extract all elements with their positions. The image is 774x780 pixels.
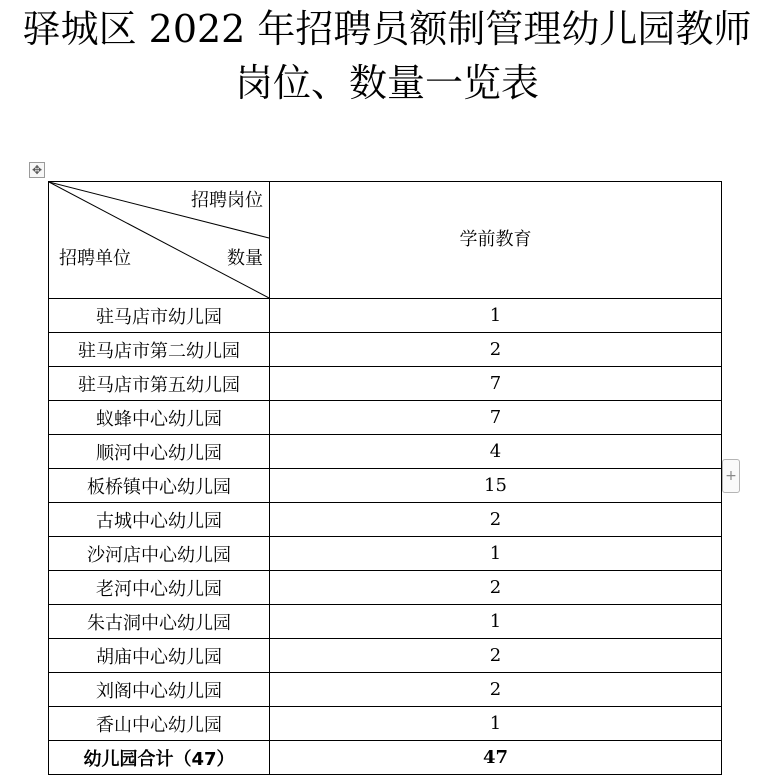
table-row [49, 299, 722, 333]
count-cell[interactable]: 7 [270, 367, 722, 401]
table-row [49, 571, 722, 605]
count-cell[interactable]: 2 [270, 639, 722, 673]
unit-cell[interactable]: 蚁蜂中心幼儿园 [49, 401, 270, 435]
table-row [49, 639, 722, 673]
table-row [49, 401, 722, 435]
recruitment-table [48, 181, 722, 775]
count-cell[interactable]: 2 [270, 503, 722, 537]
header-subject-label: 学前教育 [459, 229, 532, 250]
count-cell[interactable]: 1 [270, 707, 722, 741]
table-row [49, 367, 722, 401]
header-count-label: 数量 [227, 248, 263, 269]
total-row [49, 741, 722, 775]
count-cell[interactable]: 15 [270, 469, 722, 503]
unit-cell[interactable]: 古城中心幼儿园 [49, 503, 270, 537]
count-cell[interactable]: 1 [270, 299, 722, 333]
diagonal-header-cell[interactable] [49, 182, 270, 299]
table-row [49, 537, 722, 571]
table-row [49, 469, 722, 503]
table-row [49, 503, 722, 537]
document-title-line1: 驿城区 2022 年招聘员额制管理幼儿园教师 [22, 7, 752, 51]
table-row [49, 707, 722, 741]
document-title-line2: 岗位、数量一览表 [234, 61, 539, 105]
count-cell[interactable]: 2 [270, 333, 722, 367]
header-unit-label: 招聘单位 [59, 248, 131, 269]
header-subject-cell[interactable] [270, 182, 722, 299]
unit-cell[interactable]: 老河中心幼儿园 [49, 571, 270, 605]
plus-icon[interactable]: + [722, 459, 740, 493]
total-count-cell[interactable]: 47 [270, 741, 722, 775]
unit-cell[interactable]: 顺河中心幼儿园 [49, 435, 270, 469]
unit-cell[interactable]: 刘阁中心幼儿园 [49, 673, 270, 707]
table-row [49, 605, 722, 639]
unit-cell[interactable]: 驻马店市第二幼儿园 [49, 333, 270, 367]
unit-cell[interactable]: 板桥镇中心幼儿园 [49, 469, 270, 503]
count-cell[interactable]: 2 [270, 673, 722, 707]
unit-cell[interactable]: 朱古洞中心幼儿园 [49, 605, 270, 639]
count-cell[interactable]: 1 [270, 605, 722, 639]
count-cell[interactable]: 1 [270, 537, 722, 571]
count-cell[interactable]: 2 [270, 571, 722, 605]
table-row [49, 673, 722, 707]
table-row [49, 435, 722, 469]
unit-cell[interactable]: 驻马店市第五幼儿园 [49, 367, 270, 401]
header-post-label: 招聘岗位 [191, 190, 263, 211]
table-row [49, 333, 722, 367]
move-icon[interactable]: ✥ [29, 162, 45, 178]
unit-cell[interactable]: 香山中心幼儿园 [49, 707, 270, 741]
unit-cell[interactable]: 胡庙中心幼儿园 [49, 639, 270, 673]
table-header-row [49, 182, 722, 299]
unit-cell[interactable]: 驻马店市幼儿园 [49, 299, 270, 333]
total-label-cell[interactable]: 幼儿园合计（47） [49, 741, 270, 775]
unit-cell[interactable]: 沙河店中心幼儿园 [49, 537, 270, 571]
count-cell[interactable]: 7 [270, 401, 722, 435]
count-cell[interactable]: 4 [270, 435, 722, 469]
